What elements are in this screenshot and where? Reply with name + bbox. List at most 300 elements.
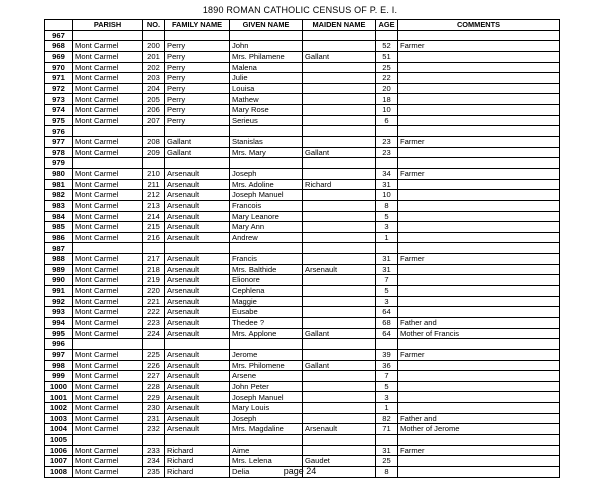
age-cell (376, 158, 398, 169)
age-cell: 31 (376, 179, 398, 190)
row-number-cell: 997 (45, 349, 73, 360)
family-number-cell: 208 (143, 137, 165, 148)
given-name-cell: Francis (230, 254, 303, 265)
family-name-cell: Richard (165, 445, 230, 456)
family-number-cell: 206 (143, 105, 165, 116)
family-number-cell (143, 339, 165, 350)
row-number-cell: 985 (45, 222, 73, 233)
family-name-cell: Arsenault (165, 424, 230, 435)
comments-cell (398, 339, 560, 350)
age-cell: 82 (376, 413, 398, 424)
family-name-cell: Gallant (165, 137, 230, 148)
family-number-cell: 221 (143, 296, 165, 307)
given-name-cell (230, 126, 303, 137)
family-name-cell: Arsenault (165, 328, 230, 339)
row-number-cell: 977 (45, 137, 73, 148)
maiden-name-cell (303, 445, 376, 456)
age-cell: 10 (376, 105, 398, 116)
given-name-cell: Mrs. Lelena (230, 456, 303, 467)
comments-cell (398, 456, 560, 467)
given-name-cell: Joseph (230, 168, 303, 179)
maiden-name-cell (303, 296, 376, 307)
row-number-cell: 1000 (45, 381, 73, 392)
row-number-cell: 975 (45, 115, 73, 126)
comments-cell: Farmer (398, 41, 560, 52)
age-cell: 6 (376, 115, 398, 126)
given-name-cell: Aime (230, 445, 303, 456)
table-row (45, 445, 560, 456)
family-number-cell: 217 (143, 254, 165, 265)
family-number-cell: 234 (143, 456, 165, 467)
row-number-cell: 1004 (45, 424, 73, 435)
table-row (45, 190, 560, 201)
age-cell: 51 (376, 51, 398, 62)
age-cell: 64 (376, 307, 398, 318)
given-name-cell: Delia (230, 466, 303, 477)
age-cell (376, 339, 398, 350)
row-number-cell: 970 (45, 62, 73, 73)
family-name-cell: Arsenault (165, 392, 230, 403)
family-number-cell: 200 (143, 41, 165, 52)
row-number-cell: 988 (45, 254, 73, 265)
age-cell: 7 (376, 275, 398, 286)
given-name-cell: Maggie (230, 296, 303, 307)
family-number-cell: 207 (143, 115, 165, 126)
column-header-row-number (45, 20, 73, 31)
table-row (45, 115, 560, 126)
age-cell: 68 (376, 317, 398, 328)
table-row (45, 105, 560, 116)
maiden-name-cell (303, 168, 376, 179)
row-number-cell: 986 (45, 232, 73, 243)
table-row (45, 339, 560, 350)
comments-cell (398, 147, 560, 158)
comments-cell (398, 222, 560, 233)
age-cell (376, 434, 398, 445)
family-number-cell: 213 (143, 200, 165, 211)
age-cell: 36 (376, 360, 398, 371)
table-row (45, 62, 560, 73)
given-name-cell: Mary Ann (230, 222, 303, 233)
comments-cell (398, 275, 560, 286)
comments-cell (398, 381, 560, 392)
parish-cell: Mont Carmel (73, 264, 143, 275)
table-row (45, 434, 560, 445)
table-row (45, 243, 560, 254)
given-name-cell: Thedee ? (230, 317, 303, 328)
comments-cell (398, 73, 560, 84)
header-row (45, 20, 560, 31)
family-name-cell: Arsenault (165, 190, 230, 201)
comments-cell (398, 360, 560, 371)
table-row (45, 158, 560, 169)
family-number-cell (143, 30, 165, 41)
family-number-cell: 218 (143, 264, 165, 275)
given-name-cell: Eusabe (230, 307, 303, 318)
family-name-cell: Arsenault (165, 211, 230, 222)
given-name-cell: Mrs. Applone (230, 328, 303, 339)
family-number-cell: 202 (143, 62, 165, 73)
row-number-cell: 1005 (45, 434, 73, 445)
family-number-cell: 210 (143, 168, 165, 179)
row-number-cell: 990 (45, 275, 73, 286)
parish-cell: Mont Carmel (73, 115, 143, 126)
family-number-cell: 209 (143, 147, 165, 158)
family-name-cell: Perry (165, 83, 230, 94)
family-number-cell: 204 (143, 83, 165, 94)
maiden-name-cell (303, 371, 376, 382)
column-header-family-name: FAMILY NAME (165, 20, 230, 31)
parish-cell: Mont Carmel (73, 105, 143, 116)
family-name-cell: Perry (165, 105, 230, 116)
family-name-cell: Arsenault (165, 232, 230, 243)
family-name-cell: Arsenault (165, 349, 230, 360)
comments-cell (398, 62, 560, 73)
maiden-name-cell (303, 30, 376, 41)
maiden-name-cell (303, 232, 376, 243)
parish-cell: Mont Carmel (73, 413, 143, 424)
row-number-cell: 1002 (45, 403, 73, 414)
family-number-cell: 222 (143, 307, 165, 318)
parish-cell: Mont Carmel (73, 168, 143, 179)
row-number-cell: 991 (45, 286, 73, 297)
maiden-name-cell (303, 200, 376, 211)
age-cell: 22 (376, 73, 398, 84)
age-cell: 39 (376, 349, 398, 360)
comments-cell (398, 200, 560, 211)
given-name-cell: Louisa (230, 83, 303, 94)
family-name-cell: Arsenault (165, 179, 230, 190)
family-name-cell: Arsenault (165, 222, 230, 233)
maiden-name-cell (303, 243, 376, 254)
given-name-cell (230, 243, 303, 254)
maiden-name-cell (303, 190, 376, 201)
parish-cell: Mont Carmel (73, 296, 143, 307)
maiden-name-cell (303, 105, 376, 116)
page-number: page 24 (283, 466, 317, 476)
family-name-cell: Arsenault (165, 317, 230, 328)
family-number-cell (143, 126, 165, 137)
maiden-name-cell: Gallant (303, 51, 376, 62)
given-name-cell: Mrs. Philomene (230, 360, 303, 371)
family-name-cell: Perry (165, 73, 230, 84)
census-table (44, 19, 560, 478)
row-number-cell: 967 (45, 30, 73, 41)
family-name-cell: Arsenault (165, 286, 230, 297)
comments-cell (398, 190, 560, 201)
family-name-cell: Richard (165, 466, 230, 477)
given-name-cell: Mary Leanore (230, 211, 303, 222)
row-number-cell: 998 (45, 360, 73, 371)
family-number-cell: 219 (143, 275, 165, 286)
parish-cell: Mont Carmel (73, 286, 143, 297)
parish-cell: Mont Carmel (73, 445, 143, 456)
family-name-cell: Arsenault (165, 254, 230, 265)
comments-cell (398, 94, 560, 105)
comments-cell (398, 296, 560, 307)
comments-cell: Mother of Francis (398, 328, 560, 339)
maiden-name-cell (303, 62, 376, 73)
age-cell: 20 (376, 83, 398, 94)
given-name-cell: Arsene (230, 371, 303, 382)
table-row (45, 264, 560, 275)
table-row (45, 286, 560, 297)
comments-cell (398, 243, 560, 254)
row-number-cell: 1008 (45, 466, 73, 477)
row-number-cell: 980 (45, 168, 73, 179)
family-name-cell: Arsenault (165, 413, 230, 424)
row-number-cell: 968 (45, 41, 73, 52)
row-number-cell: 982 (45, 190, 73, 201)
row-number-cell: 994 (45, 317, 73, 328)
maiden-name-cell (303, 403, 376, 414)
age-cell: 25 (376, 456, 398, 467)
family-number-cell (143, 434, 165, 445)
table-row (45, 126, 560, 137)
column-header-comments: COMMENTS (398, 20, 560, 31)
family-name-cell: Richard (165, 456, 230, 467)
maiden-name-cell (303, 137, 376, 148)
table-row (45, 392, 560, 403)
maiden-name-cell (303, 317, 376, 328)
family-number-cell: 226 (143, 360, 165, 371)
parish-cell: Mont Carmel (73, 62, 143, 73)
maiden-name-cell: Arsenault (303, 264, 376, 275)
family-number-cell: 212 (143, 190, 165, 201)
parish-cell (73, 30, 143, 41)
maiden-name-cell (303, 158, 376, 169)
maiden-name-cell: Gallant (303, 328, 376, 339)
comments-cell (398, 51, 560, 62)
family-name-cell: Arsenault (165, 381, 230, 392)
column-header-age: AGE (376, 20, 398, 31)
parish-cell: Mont Carmel (73, 73, 143, 84)
given-name-cell (230, 339, 303, 350)
parish-cell: Mont Carmel (73, 328, 143, 339)
family-number-cell: 235 (143, 466, 165, 477)
row-number-cell: 993 (45, 307, 73, 318)
comments-cell: Mother of Jerome (398, 424, 560, 435)
row-number-cell: 976 (45, 126, 73, 137)
given-name-cell (230, 30, 303, 41)
parish-cell: Mont Carmel (73, 190, 143, 201)
age-cell: 3 (376, 296, 398, 307)
age-cell: 5 (376, 211, 398, 222)
age-cell: 8 (376, 466, 398, 477)
maiden-name-cell (303, 41, 376, 52)
parish-cell: Mont Carmel (73, 275, 143, 286)
age-cell (376, 243, 398, 254)
maiden-name-cell (303, 94, 376, 105)
family-name-cell (165, 30, 230, 41)
table-row (45, 41, 560, 52)
age-cell: 3 (376, 222, 398, 233)
row-number-cell: 978 (45, 147, 73, 158)
age-cell: 5 (376, 286, 398, 297)
table-row (45, 30, 560, 41)
family-number-cell: 214 (143, 211, 165, 222)
family-name-cell: Arsenault (165, 360, 230, 371)
age-cell: 31 (376, 445, 398, 456)
age-cell: 7 (376, 371, 398, 382)
age-cell: 64 (376, 328, 398, 339)
parish-cell: Mont Carmel (73, 200, 143, 211)
age-cell: 31 (376, 254, 398, 265)
row-number-cell: 979 (45, 158, 73, 169)
comments-cell: Father and (398, 317, 560, 328)
table-row (45, 73, 560, 84)
maiden-name-cell (303, 339, 376, 350)
family-name-cell: Arsenault (165, 168, 230, 179)
maiden-name-cell (303, 211, 376, 222)
given-name-cell: Mathew (230, 94, 303, 105)
family-number-cell (143, 158, 165, 169)
comments-cell: Farmer (398, 168, 560, 179)
family-name-cell (165, 243, 230, 254)
table-row (45, 403, 560, 414)
maiden-name-cell (303, 392, 376, 403)
parish-cell: Mont Carmel (73, 94, 143, 105)
row-number-cell: 972 (45, 83, 73, 94)
given-name-cell: Jerome (230, 349, 303, 360)
parish-cell (73, 243, 143, 254)
table-row (45, 413, 560, 424)
comments-cell: Farmer (398, 137, 560, 148)
column-header-given-name: GIVEN NAME (230, 20, 303, 31)
comments-cell: Farmer (398, 349, 560, 360)
parish-cell: Mont Carmel (73, 211, 143, 222)
given-name-cell: John (230, 41, 303, 52)
age-cell: 71 (376, 424, 398, 435)
parish-cell: Mont Carmel (73, 137, 143, 148)
given-name-cell: Mary Rose (230, 105, 303, 116)
table-row (45, 456, 560, 467)
row-number-cell: 983 (45, 200, 73, 211)
table-row (45, 371, 560, 382)
table-row (45, 222, 560, 233)
family-name-cell: Perry (165, 51, 230, 62)
parish-cell: Mont Carmel (73, 147, 143, 158)
table-row (45, 51, 560, 62)
column-header-parish: PARISH (73, 20, 143, 31)
family-name-cell: Arsenault (165, 307, 230, 318)
family-number-cell: 230 (143, 403, 165, 414)
family-name-cell (165, 158, 230, 169)
family-number-cell: 229 (143, 392, 165, 403)
family-number-cell: 201 (143, 51, 165, 62)
given-name-cell: Mrs. Balthide (230, 264, 303, 275)
given-name-cell: Stanislas (230, 137, 303, 148)
parish-cell: Mont Carmel (73, 179, 143, 190)
row-number-cell: 987 (45, 243, 73, 254)
maiden-name-cell (303, 83, 376, 94)
maiden-name-cell: Arsenault (303, 424, 376, 435)
age-cell: 52 (376, 41, 398, 52)
table-row (45, 200, 560, 211)
table-row (45, 296, 560, 307)
comments-cell (398, 179, 560, 190)
given-name-cell: Serieus (230, 115, 303, 126)
given-name-cell: Joseph Manuel (230, 392, 303, 403)
parish-cell (73, 339, 143, 350)
parish-cell: Mont Carmel (73, 456, 143, 467)
family-name-cell: Arsenault (165, 275, 230, 286)
maiden-name-cell (303, 126, 376, 137)
family-number-cell: 205 (143, 94, 165, 105)
table-row (45, 232, 560, 243)
family-name-cell: Arsenault (165, 403, 230, 414)
table-row (45, 211, 560, 222)
parish-cell: Mont Carmel (73, 41, 143, 52)
row-number-cell: 973 (45, 94, 73, 105)
comments-cell: Farmer (398, 254, 560, 265)
row-number-cell: 996 (45, 339, 73, 350)
comments-cell (398, 434, 560, 445)
table-row (45, 94, 560, 105)
table-row (45, 328, 560, 339)
comments-cell (398, 126, 560, 137)
comments-cell (398, 105, 560, 116)
age-cell: 8 (376, 200, 398, 211)
given-name-cell: Mrs. Mary (230, 147, 303, 158)
row-number-cell: 981 (45, 179, 73, 190)
family-number-cell (143, 243, 165, 254)
parish-cell: Mont Carmel (73, 232, 143, 243)
given-name-cell: Elionore (230, 275, 303, 286)
family-number-cell: 223 (143, 317, 165, 328)
row-number-cell: 992 (45, 296, 73, 307)
given-name-cell: Mrs. Philamene (230, 51, 303, 62)
family-number-cell: 211 (143, 179, 165, 190)
maiden-name-cell (303, 349, 376, 360)
comments-cell (398, 115, 560, 126)
table-row (45, 179, 560, 190)
parish-cell (73, 158, 143, 169)
maiden-name-cell (303, 115, 376, 126)
given-name-cell (230, 158, 303, 169)
maiden-name-cell (303, 73, 376, 84)
given-name-cell: Julie (230, 73, 303, 84)
row-number-cell: 1006 (45, 445, 73, 456)
page-title: 1890 ROMAN CATHOLIC CENSUS OF P. E. I. (202, 5, 398, 15)
comments-cell (398, 264, 560, 275)
parish-cell: Mont Carmel (73, 307, 143, 318)
column-header-maiden-name: MAIDEN NAME (303, 20, 376, 31)
age-cell: 34 (376, 168, 398, 179)
comments-cell (398, 392, 560, 403)
family-number-cell: 220 (143, 286, 165, 297)
family-number-cell: 232 (143, 424, 165, 435)
parish-cell: Mont Carmel (73, 254, 143, 265)
age-cell: 25 (376, 62, 398, 73)
age-cell (376, 30, 398, 41)
given-name-cell: Malena (230, 62, 303, 73)
family-name-cell: Arsenault (165, 200, 230, 211)
table-row (45, 307, 560, 318)
maiden-name-cell: Richard (303, 179, 376, 190)
census-table-body (45, 30, 560, 477)
given-name-cell: Francois (230, 200, 303, 211)
parish-cell: Mont Carmel (73, 403, 143, 414)
table-row (45, 137, 560, 148)
given-name-cell: Mrs. Adoline (230, 179, 303, 190)
family-name-cell: Arsenault (165, 296, 230, 307)
age-cell: 31 (376, 264, 398, 275)
comments-cell (398, 403, 560, 414)
maiden-name-cell (303, 275, 376, 286)
family-name-cell: Perry (165, 115, 230, 126)
comments-cell: Farmer (398, 445, 560, 456)
